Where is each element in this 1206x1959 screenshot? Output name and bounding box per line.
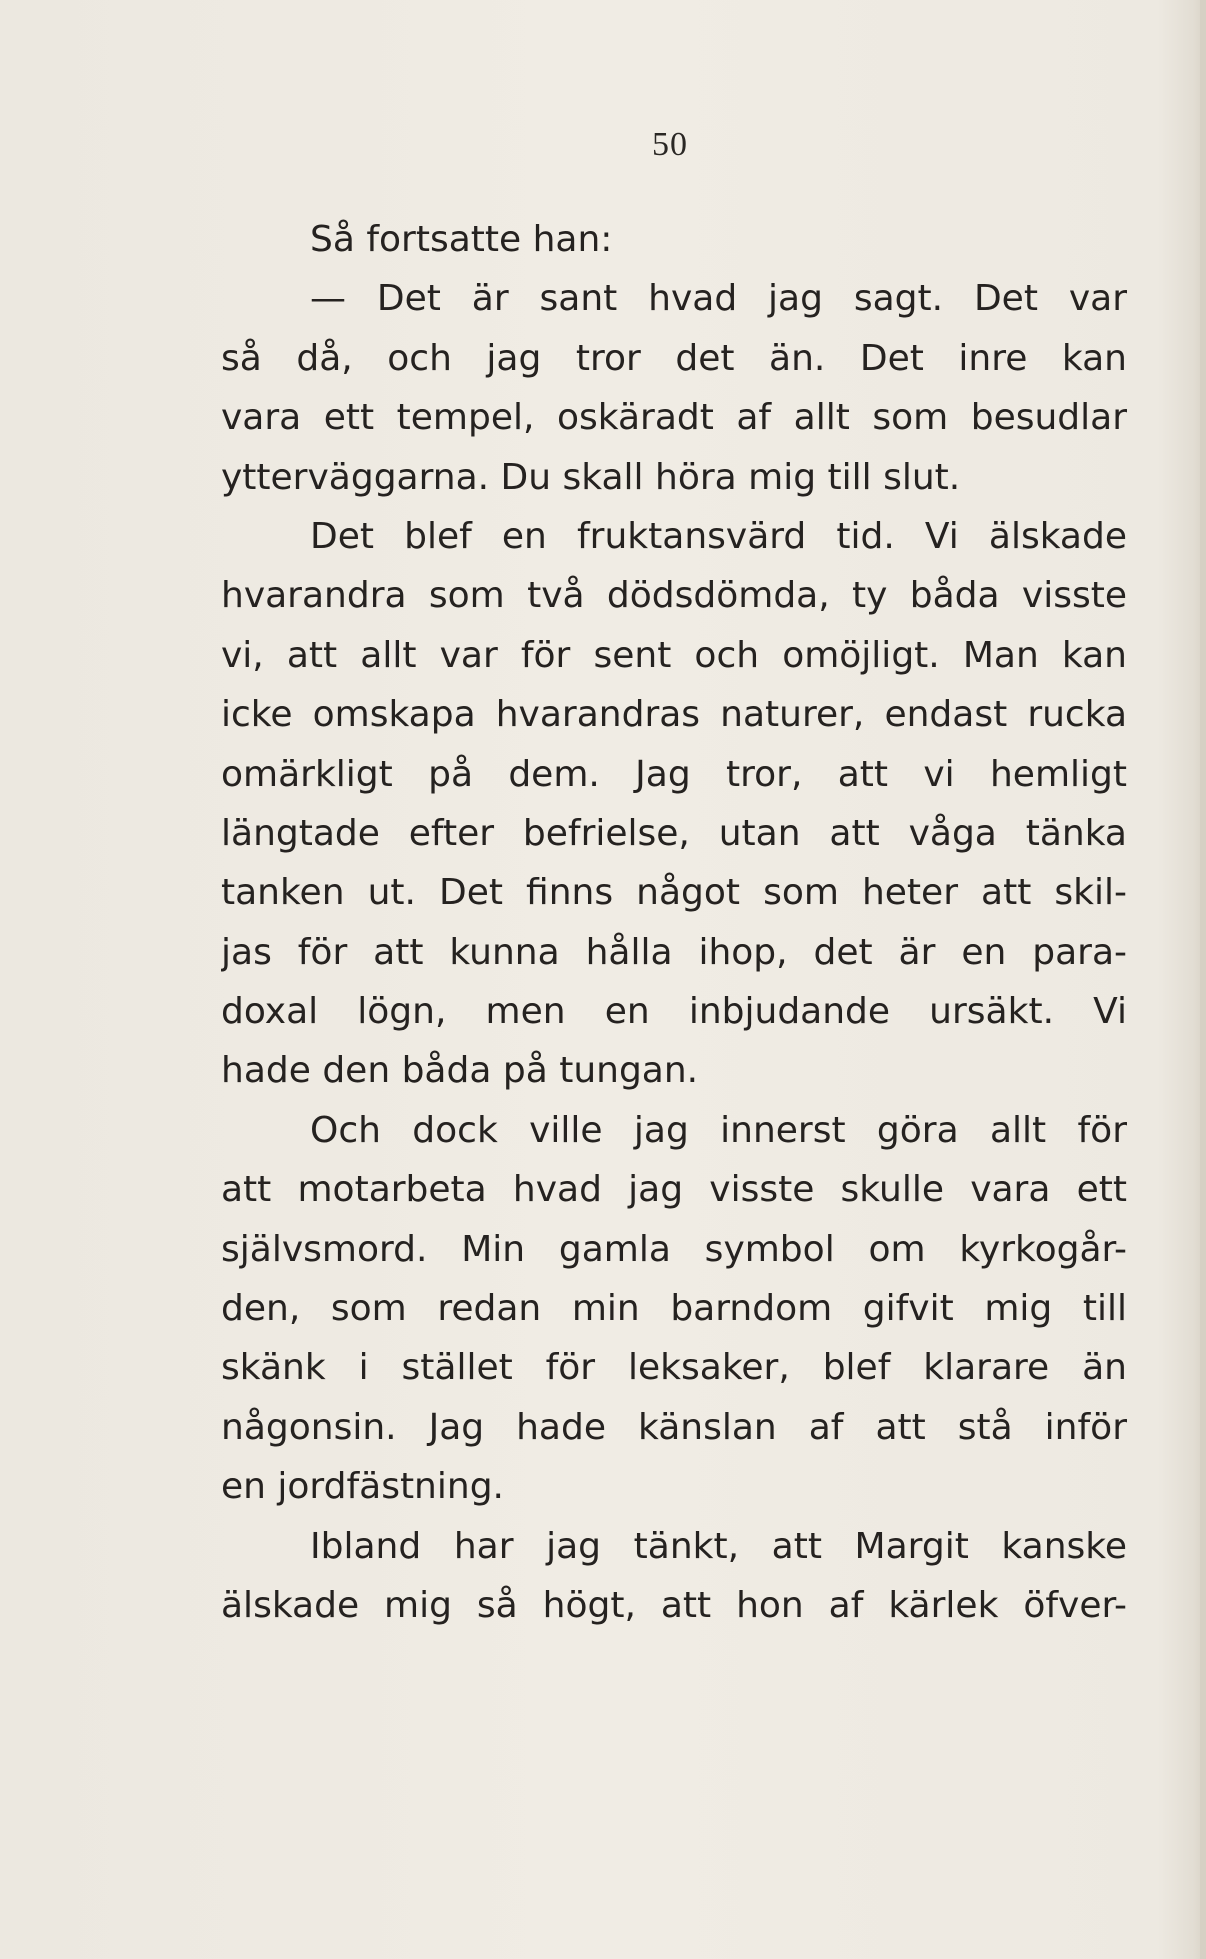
text-line: att motarbeta hvad jag visste skulle vara ett: [221, 1169, 1127, 1211]
text-line: hvarandra som två dödsdömda, ty båda visste: [221, 575, 1127, 617]
text-line: jas för att kunna hålla ihop, det är en para-: [221, 931, 1127, 973]
text-line: en jordfästning.: [221, 1466, 504, 1508]
text-line: vara ett tempel, oskäradt af allt som besudlar: [221, 397, 1127, 439]
text-line: självsmord. Min gamla symbol om kyrkogår-: [221, 1228, 1127, 1270]
text-line: så då, och jag tror det än. Det inre kan: [221, 337, 1127, 379]
text-line: längtade efter befrielse, utan att våga tänka: [221, 812, 1127, 854]
text-line: Ibland har jag tänkt, att Margit kanske: [310, 1525, 1127, 1567]
text-line: icke omskapa hvarandras naturer, endast rucka: [221, 694, 1127, 736]
text-line: älskade mig så högt, att hon af kärlek öfver-: [221, 1584, 1127, 1626]
text-line: tanken ut. Det finns något som heter att skil-: [221, 872, 1127, 914]
text-line: vi, att allt var för sent och omöjligt. Man kan: [221, 634, 1127, 676]
text-line: — Det är sant hvad jag sagt. Det var: [310, 278, 1127, 320]
text-line: någonsin. Jag hade känslan af att stå inför: [221, 1406, 1127, 1448]
page-edge: [1200, 0, 1206, 1959]
text-line: doxal lögn, men en inbjudande ursäkt. Vi: [221, 991, 1127, 1033]
page-number: 50: [652, 126, 688, 163]
text-line: den, som redan min barndom gifvit mig till: [221, 1288, 1127, 1330]
text-line: hade den båda på tungan.: [221, 1050, 699, 1092]
body-text: [221, 210, 1127, 1635]
text-line: Det blef en fruktansvärd tid. Vi älskade: [310, 515, 1127, 557]
text-line: ytterväggarna. Du skall höra mig till slut.: [221, 456, 961, 498]
text-line: Och dock ville jag innerst göra allt för: [310, 1109, 1127, 1151]
text-line: skänk i stället för leksaker, blef klarare än: [221, 1347, 1127, 1389]
text-line: omärkligt på dem. Jag tror, att vi hemligt: [221, 753, 1127, 795]
text-line: Så fortsatte han:: [310, 219, 613, 260]
